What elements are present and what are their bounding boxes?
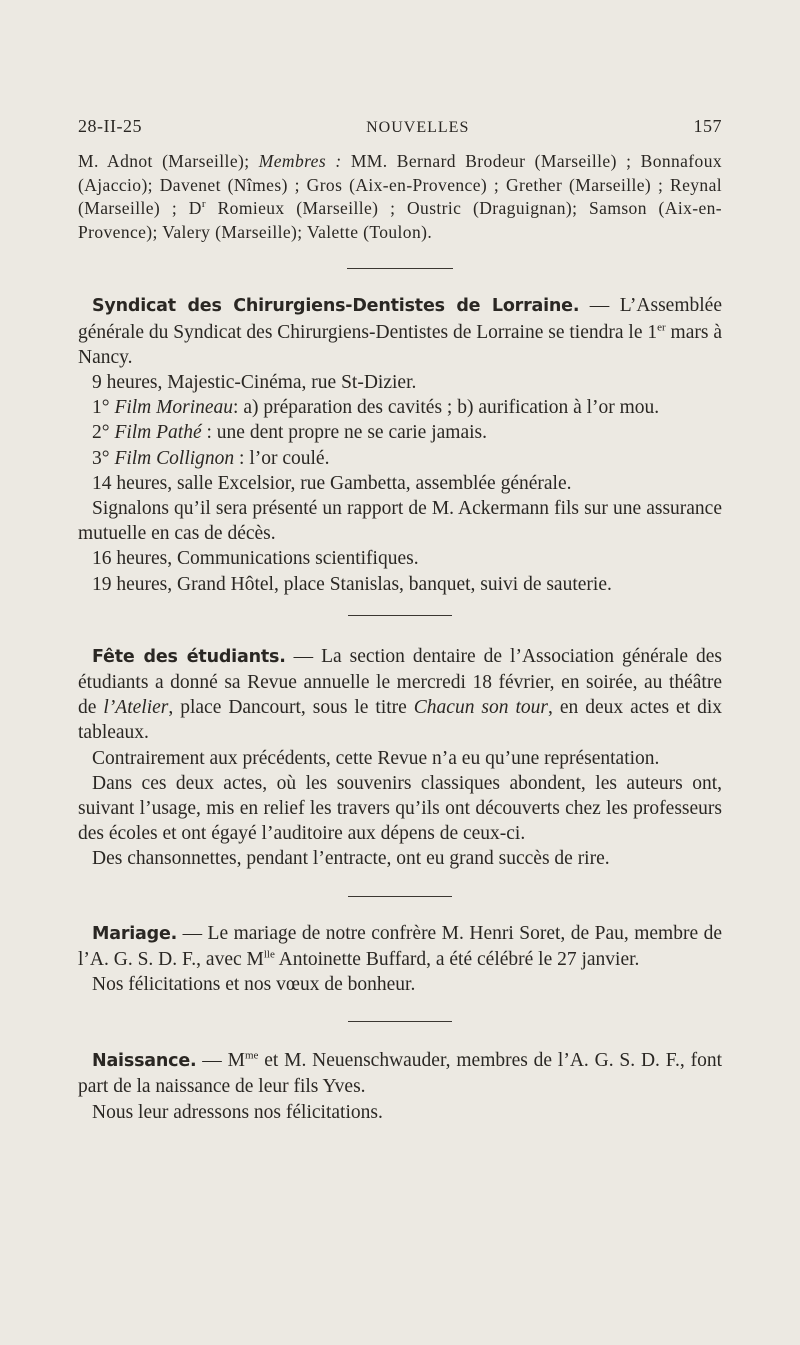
section-heading: Naissance. [92,1051,197,1072]
schedule-line: 19 heures, Grand Hôtel, place Stanislas, banquet, suivi de sauterie. [92,573,612,595]
section-heading: Syndicat des Chirurgiens-Dentistes de Lorraine. [92,296,580,317]
section-divider [348,615,452,616]
naissance-paragraph: Naissance. — $M^{me}$ et M. Neuenschwauder, membres de l’A. G. S. D. F., font part de la naissance de leur fils Yves. [78,1049,722,1098]
schedule-item: 3° Film Collignon : l’or coulé. [92,447,330,469]
fete-paragraph: Des chansonnettes, pendant l’entracte, ont eu grand succès de rire. [92,848,610,870]
section-divider [348,896,452,897]
mariage-paragraph: Nos félicitations et nos vœux de bonheur. [92,974,416,996]
fete-paragraph: Contrairement aux précédents, cette Revue n’a eu qu’une représentation. [92,747,660,769]
intro-paragraph: M. Adnot (Marseille); Membres : MM. Bernard Brodeur (Marseille) ; Bonnafoux (Ajaccio); Davenet (Nîmes) ; Gros (Aix-en-Provence) ; Grether (Marseille) ; Reynal (Marseille) ; $D^r$ Romieux (Marseille) ; Oustric (Draguignan); Samson (Aix-en-Provence); Valery (Marseille); Valette (Toulon). [78,151,722,242]
mariage-paragraph: Mariage. — Le mariage de notre confrère M. Henri Soret, de Pau, membre de l’A. G. S. D. F., avec $M^{lle}$ Antoinette Buffard, a été célébré le 27 janvier. [78,922,722,970]
page-number: 157 [693,116,722,136]
syndicat-intro: Syndicat des Chirurgiens-Dentistes de Lorraine. — L’Assemblée générale du Syndicat des Chirurgiens-Dentistes de Lorraine se tiendra le 1er mars à Nancy. [78,295,722,368]
naissance-paragraph: Nous leur adressons nos félicitations. [92,1101,383,1123]
fete-paragraph: Dans ces deux actes, où les souvenirs classiques abondent, les auteurs ont, suivant l’usage, mis en relief les travers qu’ils ont découverts chez les professeurs des écoles et ont égayé l’auditoire aux dépens de ceux-ci. [78,772,722,845]
schedule-item: 1° Film Morineau: a) préparation des cavités ; b) aurification à l’or mou. [92,397,660,419]
page-body [78,150,722,1125]
fete-paragraph: Fête des étudiants. — La section dentaire de l’Association générale des étudiants a donné sa Revue annuelle le mercredi 18 février, en soirée, au théâtre de l’Atelier, place Dancourt, sous le titre Chacun son tour, en deux actes et dix tableaux. [78,645,723,744]
header-section-title: NOUVELLES [366,119,470,136]
announcement-paragraph: Signalons qu’il sera présenté un rapport de M. Ackermann fils sur une assurance mutuelle en cas de décès. [78,498,722,545]
schedule-line: 16 heures, Communications scientifiques. [92,548,419,570]
schedule-line: 14 heures, salle Excelsior, rue Gambetta, assemblée générale. [92,472,572,494]
schedule-line: 9 heures, Majestic-Cinéma, rue St-Dizier. [92,371,417,393]
running-header [78,116,722,137]
schedule-item: 2° Film Pathé : une dent propre ne se carie jamais. [92,422,487,444]
header-date: 28-II-25 [78,116,142,136]
section-heading: Mariage. [92,923,178,944]
section-divider [348,1021,452,1022]
section-heading: Fête des étudiants. [92,646,286,667]
section-divider [347,268,453,269]
